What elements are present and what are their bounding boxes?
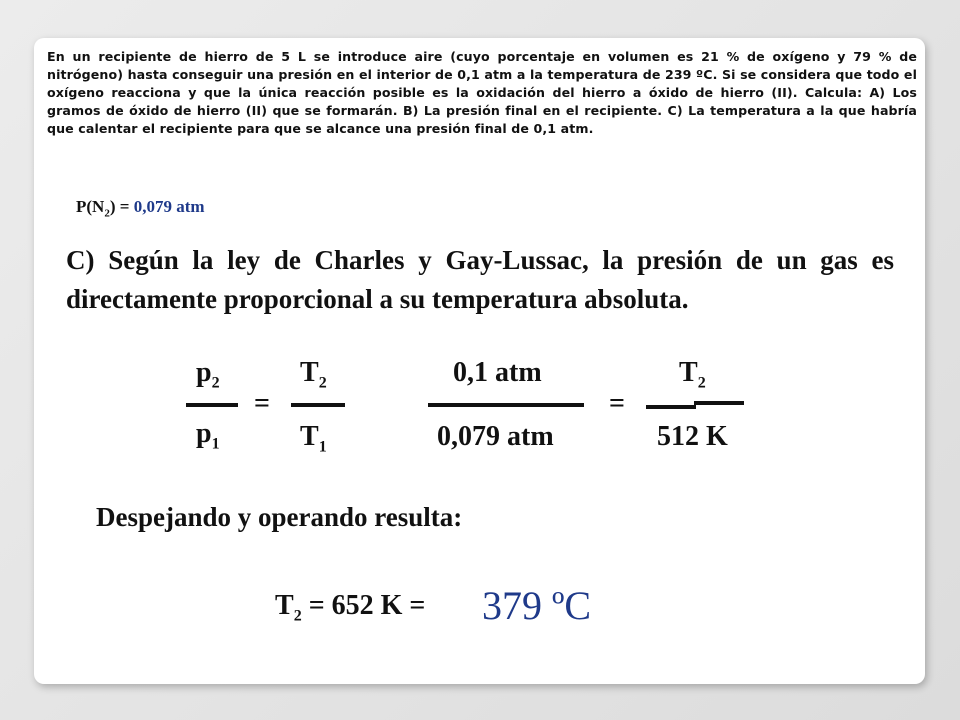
t2-symbol-right: $T_2$ xyxy=(679,357,706,392)
pn2-close: ) = xyxy=(109,197,134,216)
pn2-subscript: 2 xyxy=(104,207,110,220)
fraction-bar-p xyxy=(186,403,238,407)
fraction-bar-temp-right xyxy=(694,401,744,405)
pn2-value: 0,079 atm xyxy=(133,197,205,216)
denominator-pressure: 0,079 atm xyxy=(437,421,554,452)
equals-sign-2: = xyxy=(609,388,625,419)
equals-sign-1: = xyxy=(254,388,270,419)
t1-symbol: $T_1$ xyxy=(300,421,327,456)
problem-statement: En un recipiente de hierro de 5 L se introduce aire (cuyo porcentaje en volumen es 21 % de oxígeno y 79 % de nitrógeno) hasta conseguir una presión en el interior de 0,1 atm a la temperatura de 239 ºC. Si se considera que todo el oxígeno reacciona y que la única reacción posible es la oxidación del hierro a óxido de hierro (II). Calcula: A) Los gramos de óxido de hierro (II) que se formarán. B) La presión final en el recipiente. C) La temperatura a la que habría que calentar el recipiente para que se alcance una presión final de 0,1 atm. xyxy=(47,49,917,136)
denominator-temperature: 512 K xyxy=(657,421,728,452)
nitrogen-pressure xyxy=(76,197,205,219)
fraction-bar-pressure xyxy=(428,403,584,407)
numerator-pressure: 0,1 atm xyxy=(453,357,542,388)
result-expression: $T_2 = 652$ K = xyxy=(275,590,426,625)
solving-text: Despejando y operando resulta: xyxy=(96,502,463,532)
p1-symbol: $p_1$ xyxy=(196,418,220,453)
p2-symbol: $p_2$ xyxy=(196,357,220,392)
fraction-bar-t xyxy=(291,403,345,407)
t2-symbol: $T_2$ xyxy=(300,357,327,392)
law-statement: C) Según la ley de Charles y Gay-Lussac, la presión de un gas es directamente proporcional a su temperatura absoluta. xyxy=(66,245,894,314)
fraction-bar-temp-left xyxy=(646,405,696,409)
final-answer: 379 ºC xyxy=(482,583,592,628)
pn2-label: P(N xyxy=(76,197,105,216)
